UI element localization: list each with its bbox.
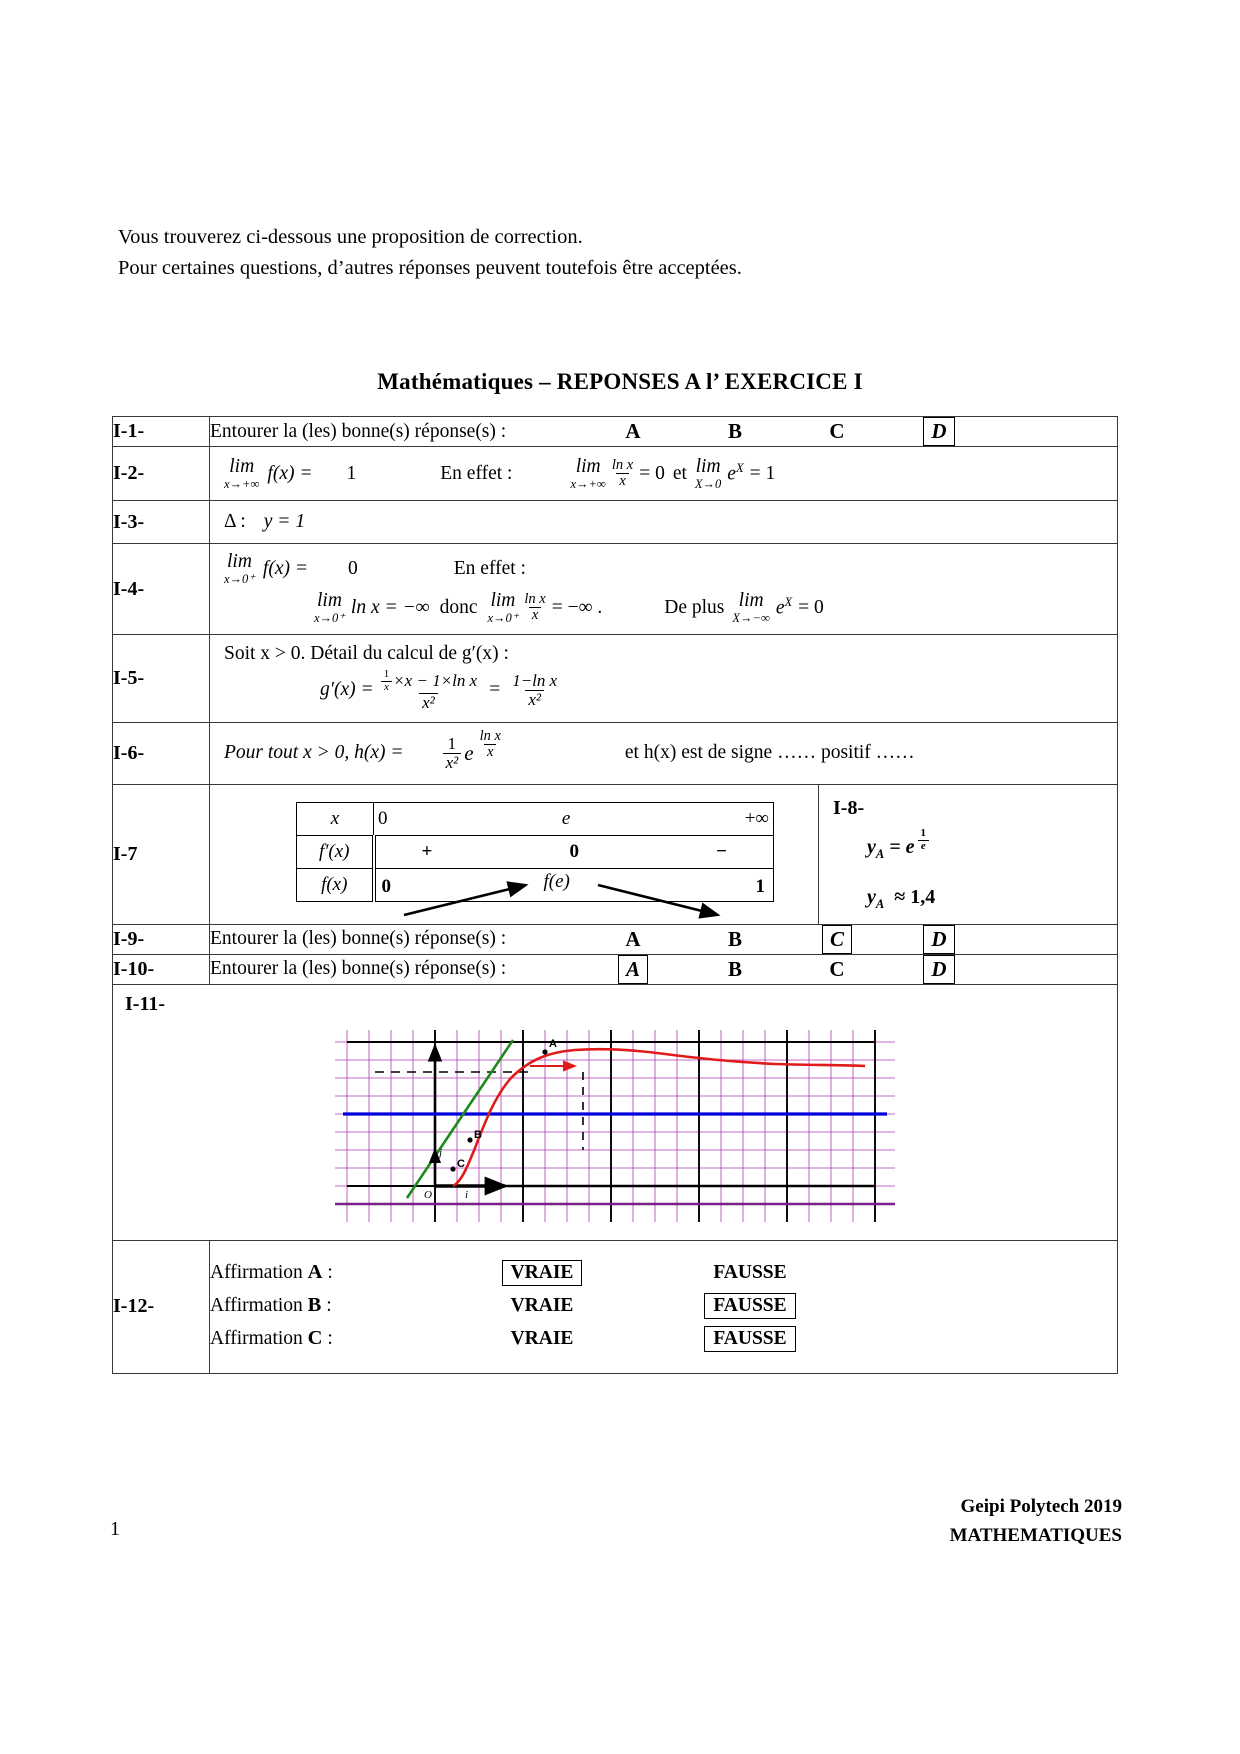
row-body-i5	[210, 635, 1118, 723]
table-row-i11	[113, 984, 1118, 1240]
donc-label-i4: donc	[439, 596, 478, 618]
qcm-question-i9: Entourer la (les) bonne(s) réponse(s) :	[210, 928, 507, 950]
footer-line-1: Geipi Polytech 2019	[960, 1496, 1122, 1517]
fx-label-i2: f(x) =	[267, 462, 313, 484]
qcm-option-d-i1[interactable]: D	[888, 417, 990, 446]
exp-base-i2: e	[727, 463, 736, 485]
qcm-option-c-i1[interactable]: C	[829, 419, 845, 443]
intro-text	[118, 222, 1018, 284]
qcm-option-b-i10[interactable]: B	[727, 956, 742, 981]
row-tag-i1: I-1-	[113, 417, 210, 447]
variation-arrow-icons	[376, 869, 774, 925]
equals-one-i2: = 1	[749, 462, 776, 484]
table-row-i7-i8	[113, 784, 1118, 924]
row-tag-i5: I-5-	[113, 635, 210, 723]
qcm-option-d-i9[interactable]: D	[888, 925, 990, 954]
row-tag-i2: I-2-	[113, 447, 210, 501]
affirmation-label-a: Affirmation A :	[210, 1261, 333, 1284]
row-body-i4	[210, 544, 1118, 635]
footer-credits	[950, 1492, 1122, 1550]
row-body-i10	[210, 954, 1118, 984]
limit-exp-operator-i4: lim X→−∞	[732, 590, 770, 625]
x-value-e: e	[561, 808, 571, 830]
qcm-option-c-i9[interactable]: C	[786, 925, 888, 954]
fraction-lnx-over-x-i2: $\frac{\text{ln x}}{x}$	[611, 456, 634, 489]
point-b-label: B	[474, 1128, 482, 1141]
exp-sup-i2: X	[735, 461, 744, 476]
equals-zero-i4: = 0	[798, 596, 824, 618]
i8-formula-ya-approx: $y_A \approx 1,4$	[867, 885, 936, 911]
affirmation-c-fausse[interactable]: FAUSSE	[646, 1326, 854, 1352]
table-row-i4	[113, 544, 1118, 635]
point-c-label: C	[457, 1157, 465, 1170]
point-b-marker	[467, 1137, 472, 1142]
qcm-option-d-i10[interactable]: D	[888, 955, 990, 984]
affirmation-b-fausse[interactable]: FAUSSE	[646, 1293, 854, 1319]
eneffet-label-i4: En effet :	[453, 557, 526, 579]
deplus-label-i4: De plus	[664, 596, 725, 618]
equals-minus-infinity-i4: = −∞ .	[551, 596, 603, 618]
x-value-infinity: +∞	[744, 808, 769, 830]
affirmation-row-a	[210, 1260, 1107, 1286]
row-body-i7-i8	[210, 784, 1118, 924]
sign-plus: +	[421, 841, 433, 863]
row-body-i12	[210, 1240, 1118, 1373]
exp-fraction-i6: $\frac{\text{ln x}}{x}$	[479, 727, 501, 760]
affirmation-row-c	[210, 1326, 1107, 1352]
row-body-i2	[210, 447, 1118, 501]
qcm-option-a-i9[interactable]: A	[625, 926, 641, 951]
func-max-value: f(e)	[543, 871, 570, 893]
sign-minus: −	[716, 841, 727, 863]
row-body-i6	[210, 722, 1118, 784]
variation-x-values	[374, 803, 774, 836]
limit-value-i2: 1	[346, 462, 357, 484]
qcm-option-b-i9[interactable]: B	[727, 926, 742, 951]
limit-operator-i2: lim x→+∞	[224, 456, 260, 491]
i8-cell	[819, 785, 1118, 924]
point-a-marker	[542, 1049, 547, 1054]
row-body-i11	[113, 984, 1118, 1240]
intro-line-1: Vous trouverez ci-dessous une proposition de correction.	[118, 226, 583, 248]
affirmation-row-b	[210, 1293, 1107, 1319]
exp-base-i6: e	[464, 740, 474, 765]
sign-zero: 0	[569, 841, 579, 863]
limit-value-i4: 0	[348, 557, 358, 579]
row-body-i3	[210, 501, 1118, 544]
equals-zero-i2: = 0	[639, 462, 665, 484]
graph-container	[113, 1016, 1117, 1240]
variation-label-x: x	[297, 803, 374, 836]
table-row-i5	[113, 635, 1118, 723]
variation-signs	[374, 836, 774, 869]
row-body-i1	[210, 417, 1118, 447]
row-tag-i8: I-8-	[833, 796, 865, 819]
vector-i-label: i	[465, 1188, 469, 1201]
affirmation-b-vraie[interactable]: VRAIE	[510, 1294, 574, 1316]
gprime-lhs-i5: g′(x) =	[320, 679, 374, 701]
fx-label-i4: f(x) =	[262, 557, 308, 579]
func-end-value: 1	[755, 876, 765, 898]
point-a-label: A	[549, 1037, 557, 1050]
variation-arrows	[374, 869, 774, 902]
row-tag-i11: I-11-	[125, 992, 165, 1015]
exp-sup-i4: X	[784, 595, 793, 610]
row-tag-i9: I-9-	[113, 924, 210, 954]
i6-tail: et h(x) est de signe …… positif ……	[624, 742, 915, 764]
page-number: 1	[110, 1518, 120, 1540]
affirmation-label-c: Affirmation C :	[210, 1327, 333, 1350]
table-row-i6	[113, 722, 1118, 784]
row-tag-i12: I-12-	[113, 1240, 210, 1373]
limit3-operator-i2: lim X→0	[694, 456, 722, 491]
asymptote-equation-i3: y = 1	[263, 511, 306, 532]
table-row-i10	[113, 954, 1118, 984]
delta-symbol-i3: Δ :	[224, 511, 246, 532]
table-row-i12	[113, 1240, 1118, 1373]
row-tag-i7: I-7	[113, 784, 210, 924]
origin-label: O	[424, 1188, 432, 1201]
intro-line-2: Pour certaines questions, d’autres réponses peuvent toutefois être acceptées.	[118, 257, 742, 279]
row-tag-i3: I-3-	[113, 501, 210, 544]
table-row-i3	[113, 501, 1118, 544]
row-tag-i6: I-6-	[113, 722, 210, 784]
table-row-i1	[113, 417, 1118, 447]
table-row-i9	[113, 924, 1118, 954]
exp-base-i4: e	[775, 597, 785, 619]
affirmation-label-b: Affirmation B :	[210, 1294, 332, 1317]
limit2-operator-i2: lim x→+∞	[570, 456, 606, 491]
i6-intro: Pour tout x > 0, h(x) =	[224, 742, 404, 764]
qcm-question-i10: Entourer la (les) bonne(s) réponse(s) :	[210, 958, 507, 980]
limit-ratio-operator-i4: lim x→0⁺	[487, 590, 519, 625]
fraction-one-over-x2-i6: $\frac{1}{\text{x²}}$	[443, 735, 462, 772]
qcm-question-i1: Entourer la (les) bonne(s) réponse(s) :	[210, 420, 507, 442]
func-start-value: 0	[381, 876, 391, 898]
eneffet-label-i2: En effet :	[440, 462, 513, 484]
page-title: Mathématiques – REPONSES A l’ EXERCICE I	[377, 369, 863, 394]
affirmation-a-vraie[interactable]: VRAIE	[438, 1260, 646, 1286]
row-body-i9	[210, 924, 1118, 954]
fraction-quotient-i5: $\frac{1}{x}$ ×x − 1×ln x x²	[377, 669, 480, 712]
lnx-limit-value-i4: ln x = −∞	[350, 596, 430, 618]
variation-label-f: f(x)	[297, 869, 374, 902]
row-tag-i4: I-4-	[113, 544, 210, 635]
limit-operator-i4: lim x→0⁺	[224, 551, 255, 586]
footer-line-2: MATHEMATIQUES	[949, 1525, 1122, 1546]
variation-row-derivative	[297, 836, 774, 869]
equals-sign-i5: =	[489, 679, 501, 701]
function-curve	[453, 1049, 865, 1186]
fraction-lnx-over-x-i4: $\frac{\text{ln x}}{x}$	[524, 590, 546, 623]
qcm-option-a-i10[interactable]: A	[582, 955, 684, 984]
qcm-option-a-i1[interactable]: A	[625, 419, 641, 443]
vector-j-label: j	[439, 1146, 443, 1159]
i8-formula-ya-exp: $y_A = e$ $\frac{1}{e}$	[867, 836, 1117, 862]
affirmation-a-fausse[interactable]: FAUSSE	[713, 1261, 787, 1283]
row-tag-i10: I-10-	[113, 954, 210, 984]
fraction-result-i5: $\frac{\text{1−ln x}}{\text{x²}}$	[512, 671, 558, 709]
variation-row-function	[297, 869, 774, 902]
variation-row-x	[297, 803, 774, 836]
limit-lnx-operator-i4: lim x→0⁺	[314, 590, 345, 625]
variation-table	[296, 802, 774, 902]
table-row-i2	[113, 447, 1118, 501]
point-c-marker	[450, 1166, 455, 1171]
variation-table-cell	[210, 785, 819, 924]
x-value-0: 0	[378, 808, 388, 830]
et-label-i2: et	[672, 462, 687, 484]
i5-intro: Soit x > 0. Détail du calcul de g′(x) :	[224, 643, 509, 664]
function-graph	[335, 1030, 895, 1222]
variation-label-fprime: f′(x)	[297, 836, 374, 869]
tangent-line	[407, 1040, 513, 1198]
answers-table	[112, 416, 1118, 1374]
affirmation-c-vraie[interactable]: VRAIE	[510, 1327, 574, 1349]
qcm-option-b-i1[interactable]: B	[727, 419, 742, 443]
qcm-option-c-i10[interactable]: C	[829, 956, 845, 981]
grid-fine	[335, 1030, 895, 1222]
